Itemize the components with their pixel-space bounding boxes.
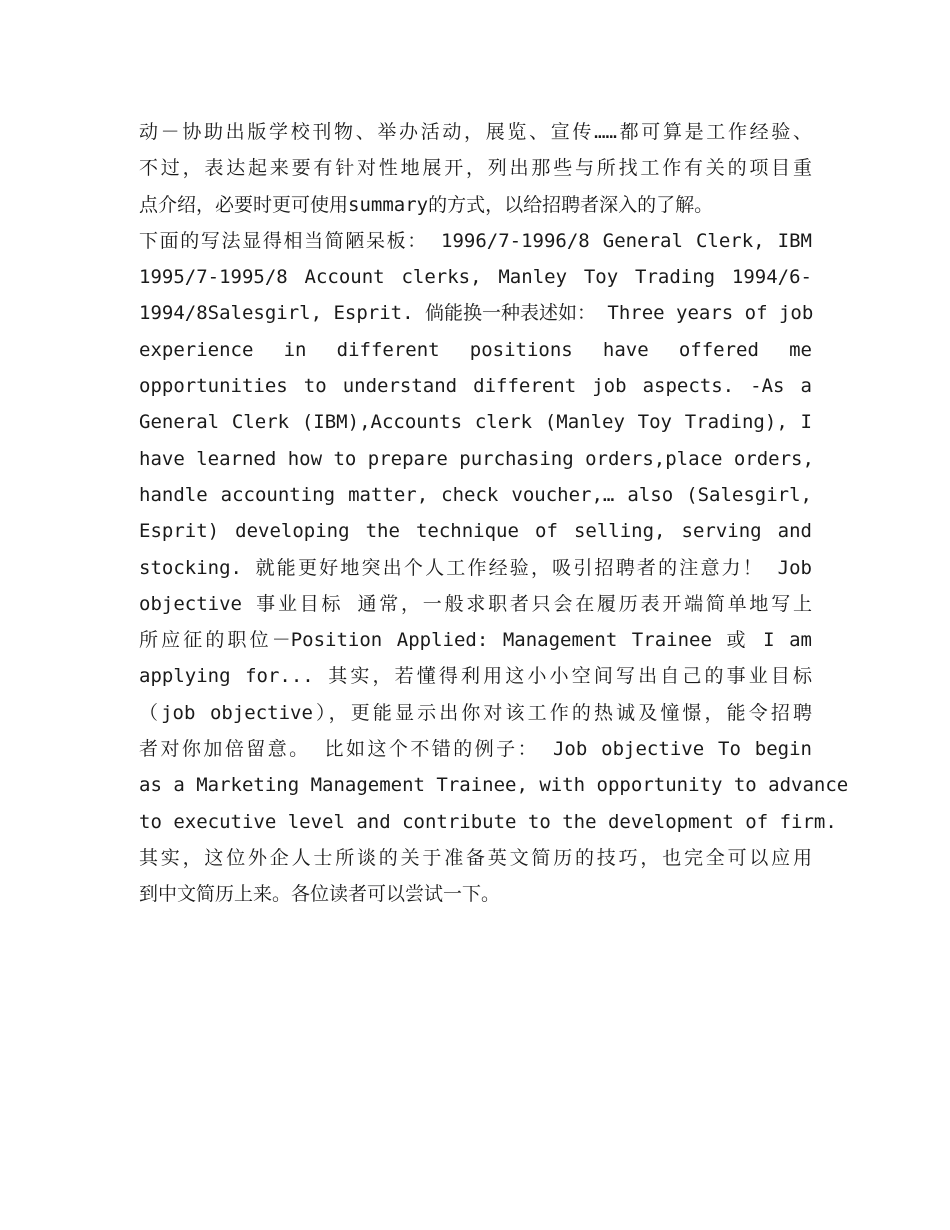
text-line-3: 点介绍，必要时更可使用summary的方式，以给招聘者深入的了解。 bbox=[139, 193, 714, 216]
text-line-21: 其实，这位外企人士所谈的关于准备英文简历的技巧，也完全可以应用 bbox=[139, 846, 812, 869]
text-line-8: opportunities to understand different job aspects. -As a bbox=[139, 375, 812, 398]
text-line-7: experience in different positions have offered me bbox=[139, 338, 812, 361]
text-line-14: objective 事业目标 通常，一般求职者只会在履历表开端简单地写上 bbox=[139, 592, 812, 615]
text-line-17: （job objective），更能显示出你对该工作的热诚及憧憬，能令招聘 bbox=[139, 701, 812, 724]
text-line-15: 所应征的职位－Position Applied: Management Trainee 或 I am bbox=[139, 629, 812, 652]
text-line-1: 动－协助出版学校刊物、举办活动，展览、宣传……都可算是工作经验、 bbox=[139, 121, 812, 143]
body-text bbox=[139, 114, 849, 913]
text-line-5: 1995/7-1995/8 Account clerks, Manley Toy Trading 1994/6- bbox=[139, 266, 812, 289]
text-line-11: handle accounting matter, check voucher,… also (Salesgirl, bbox=[139, 483, 812, 506]
text-line-20: to executive level and contribute to the development of firm. bbox=[139, 810, 837, 833]
text-line-18: 者对你加倍留意。 比如这个不错的例子： Job objective To begin bbox=[139, 738, 812, 761]
text-line-13: stocking. 就能更好地突出个人工作经验，吸引招聘者的注意力！ Job bbox=[139, 556, 812, 579]
text-line-6: 1994/8Salesgirl, Esprit. 倘能换一种表述如： Three years of job bbox=[139, 302, 814, 325]
text-line-22: 到中文简历上来。各位读者可以尝试一下。 bbox=[139, 883, 501, 906]
text-line-2: 不过，表达起来要有针对性地展开，列出那些与所找工作有关的项目重 bbox=[139, 157, 812, 180]
text-line-9: General Clerk (IBM),Accounts clerk (Manley Toy Trading), I bbox=[139, 411, 812, 434]
text-line-10: have learned how to prepare purchasing orders,place orders, bbox=[139, 447, 814, 470]
text-line-12: Esprit) developing the technique of selling, serving and bbox=[139, 520, 812, 543]
text-line-16: applying for... 其实，若懂得利用这小小空间写出自己的事业目标 bbox=[139, 665, 812, 688]
text-line-4: 下面的写法显得相当简陋呆板： 1996/7-1996/8 General Clerk, IBM bbox=[139, 229, 812, 252]
text-line-19: as a Marketing Management Trainee, with opportunity to advance bbox=[139, 774, 849, 797]
